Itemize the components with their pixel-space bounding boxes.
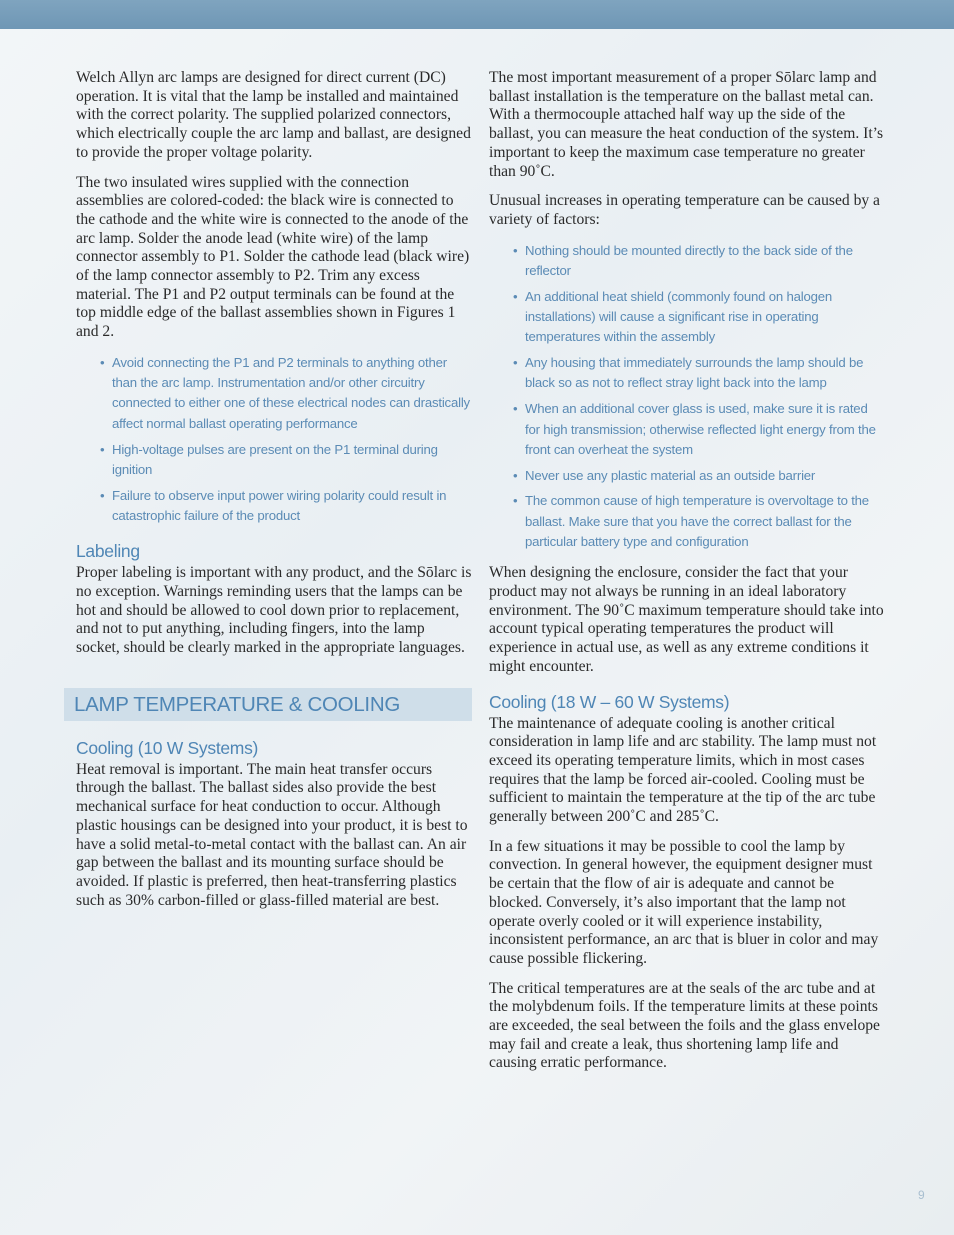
enclosure-paragraph: When designing the enclosure, consider the fact that your product may not always be running in an ideal laboratory environment. The 90˚C maximum temperature should take into account typical operating temperatures the product will experience in actual use, as well as any extreme conditions it might encounter. <box>489 564 884 675</box>
labeling-heading: Labeling <box>76 541 140 562</box>
intro-paragraph-1: Welch Allyn arc lamps are designed for direct current (DC) operation. It is vital that the lamp be installed and maintained with the correct polarity. The supplied polarized connectors, which electrically couple the arc lamp and ballast, are designed to provide the proper voltage polarity. <box>76 69 471 161</box>
cooling-maintenance-paragraph: The maintenance of adequate cooling is another critical consideration in lamp life and arc stability. The lamp must not exceed its operating temperature limits, which in most cases requires that the lamp be forced air-cooled. Cooling must be sufficient to maintain the temperature at the tip of the arc tube generally between 200˚C and 285˚C. <box>489 714 877 826</box>
list-item: • Avoid connecting the P1 and P2 terminals to anything other than the arc lamp. Instrumentation and/or other circuitry connected to either one of these electrical nodes can drastically affect normal ballast operating performance <box>100 353 472 434</box>
right-column <box>489 69 885 1084</box>
list-item: • When an additional cover glass is used, make sure it is rated for high transmission; otherwise reflected light energy from the front can overheat the system <box>513 399 885 460</box>
convection-paragraph: In a few situations it may be possible to cool the lamp by convection. In general however, the equipment designer must be certain that the flow of air is adequate and cannot be blocked. Conversely, it’s also important that the lamp not operate overly cooled or it will experience instability, inconsistent performance, an arc that is bluer in color and may cause possible flickering. <box>489 837 879 967</box>
labeling-paragraph: Proper labeling is important with any product, and the Sōlarc is no exception. Warnings reminding users that the lamps can be hot and should be allowed to cool down prior to replacement, and not to put anything, including fingers, into the lamp socket, should be clearly marked in the appropriate languages. <box>76 564 472 657</box>
list-item: • High-voltage pulses are present on the P1 terminal during ignition <box>100 440 472 481</box>
section-title: LAMP TEMPERATURE & COOLING <box>64 688 472 721</box>
polarity-warnings-list <box>76 353 472 526</box>
critical-temperatures-paragraph: The critical temperatures are at the seals of the arc tube and at the molybdenum foils. If the temperature limits at these points are exceeded, the seal between the foils and the glass envelope may fail and create a leak, thus shortening lamp life and causing erratic performance. <box>489 979 880 1072</box>
list-item: • Nothing should be mounted directly to the back side of the reflector <box>513 241 885 282</box>
page-number: 9 <box>918 1188 925 1202</box>
intro-paragraph-2: The two insulated wires supplied with the connection assemblies are colored-coded: the black wire is connected to the cathode and the white wire is connected to the anode of the arc lamp. Solder the anode lead (white wire) of the lamp connector assembly to P1. Solder the cathode lead (black wire) of the lamp connector assembly to P2. Trim any excess material. The P1 and P2 output terminals can be found at the top middle edge of the ballast assemblies shown in Figures 1 and 2. <box>76 173 470 341</box>
list-item: • The common cause of high temperature is overvoltage to the ballast. Make sure that you have the correct ballast for the particular battery type and configuration <box>513 491 885 552</box>
list-item: • Any housing that immediately surrounds the lamp should be black so as not to reflect stray light back into the lamp <box>513 353 885 394</box>
measurement-paragraph: The most important measurement of a proper Sōlarc lamp and ballast installation is the temperature on the ballast metal can. With a thermocouple attached half way up the side of the ballast, you can measure the heat conduction of the system. It’s important to keep the maximum case temperature no greater than 90˚C. <box>489 69 884 180</box>
list-item: • An additional heat shield (commonly found on halogen installations) will cause a significant rise in operating temperatures within the assembly <box>513 287 885 348</box>
top-color-bar <box>0 0 954 29</box>
cooling-18-60w-heading: Cooling (18 W – 60 W Systems) <box>489 691 730 712</box>
factors-intro-paragraph: Unusual increases in operating temperature can be caused by a variety of factors: <box>489 192 880 228</box>
temperature-factors-list <box>489 241 885 553</box>
list-item: • Failure to observe input power wiring polarity could result in catastrophic failure of the product <box>100 486 472 527</box>
list-item: • Never use any plastic material as an outside barrier <box>513 466 885 486</box>
left-column <box>76 69 472 921</box>
cooling-10w-paragraph: Heat removal is important. The main heat transfer occurs through the ballast. The ballast sides also provide the best mechanical surface for heat conduction to occur. Although plastic housings can be designed into your product, it is best to have a solid metal-to-metal contact with the ballast can. An air gap between the ballast and its mounting surface should be avoided. If plastic is preferred, then heat-transferring plastics such as 30% carbon-filled or glass-filled material are best. <box>76 760 468 909</box>
cooling-10w-heading: Cooling (10 W Systems) <box>76 737 259 758</box>
